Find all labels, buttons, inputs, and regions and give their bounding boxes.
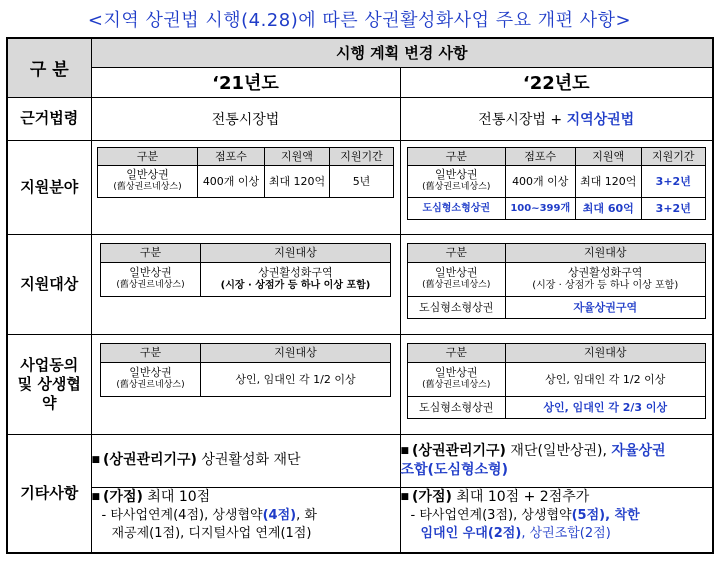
area-name: 일반상권 — [434, 168, 478, 181]
bullet-icon: ■ — [91, 491, 101, 502]
consent-label-line: 사업동의 — [20, 355, 79, 374]
table-cell: 상인, 임대인 각 1/2 이상 — [201, 362, 391, 396]
year-2021-header: ‘21년도 — [91, 67, 400, 97]
other-bonus-2022 — [400, 487, 713, 553]
year-2022-header: ‘22년도 — [400, 67, 713, 97]
consent-2022 — [400, 334, 713, 434]
table-cell — [407, 165, 505, 197]
detail-blue: 임대인 우대(2점) — [420, 525, 522, 541]
bonus-detail — [92, 507, 400, 525]
bonus-line — [401, 488, 713, 507]
table-cell — [98, 165, 198, 197]
area-name: 일반상권 — [129, 266, 172, 279]
org-rest: 상권활성화 재단 — [196, 452, 301, 468]
table-cell: 상인, 임대인 각 2/3 이상 — [505, 396, 705, 418]
col-header: 구분 — [101, 343, 201, 362]
detail-blue: (4점) — [262, 507, 297, 523]
support-target-2022-table — [407, 243, 706, 319]
category-header: 구 분 — [7, 38, 91, 97]
bonus-rest: 최대 10점 — [142, 488, 211, 505]
col-header: 지원액 — [575, 147, 641, 165]
area-subname: (舊상권르네상스) — [116, 380, 185, 390]
area-subname: (舊상권르네상스) — [116, 280, 185, 290]
col-header: 지원기간 — [641, 147, 705, 165]
consent-2022-table — [407, 343, 706, 419]
other-label: 기타사항 — [7, 434, 91, 553]
table-cell: 도심형소형상권 — [407, 197, 505, 219]
plan-changes-header: 시행 계획 변경 사항 — [91, 38, 713, 67]
consent-label-line: 약 — [42, 393, 57, 412]
table-cell — [407, 362, 505, 396]
table-cell: 400개 이상 — [505, 165, 575, 197]
col-header: 지원대상 — [505, 243, 705, 262]
table-cell — [505, 262, 705, 296]
consent-2021 — [91, 334, 400, 434]
basis-2022 — [400, 97, 713, 140]
target-line: (시장 · 상점가 등 하나 이상 포함) — [532, 280, 679, 291]
org-blue: 자율상권 — [611, 442, 666, 459]
support-field-2021 — [91, 140, 400, 234]
bonus-rest: 최대 10점 + 2점추가 — [451, 488, 590, 505]
col-header: 점포수 — [198, 147, 265, 165]
table-cell: 3+2년 — [641, 165, 705, 197]
table-cell — [101, 262, 201, 296]
col-header: 지원대상 — [505, 343, 705, 362]
basis-2022-prefix: 전통시장법 + — [478, 111, 567, 128]
detail-text: - 타사업연계(4점), 상생협약 — [101, 507, 263, 523]
area-subname: (舊상권르네상스) — [113, 182, 182, 192]
table-cell: 도심형소형상권 — [407, 396, 505, 418]
col-header: 지원대상 — [201, 243, 391, 262]
col-header: 구분 — [101, 243, 201, 262]
area-subname: (舊상권르네상스) — [422, 182, 491, 192]
table-cell: 도심형소형상권 — [407, 296, 505, 318]
support-target-2021-table — [100, 243, 391, 297]
col-header: 점포수 — [505, 147, 575, 165]
area-name: 일반상권 — [434, 366, 478, 379]
reform-table — [6, 37, 714, 554]
detail-text: , 화 — [296, 507, 317, 523]
basis-2022-new-law: 지역상권법 — [566, 111, 635, 128]
org-bold: (상권관리기구) — [412, 442, 506, 459]
other-org-2022 — [400, 434, 713, 487]
col-header: 구분 — [98, 147, 198, 165]
col-header: 구분 — [407, 147, 505, 165]
support-target-2021 — [91, 234, 400, 334]
bonus-line — [92, 488, 400, 507]
target-line: (시장 · 상점가 등 하나 이상 포함) — [220, 280, 371, 291]
support-target-label: 지원대상 — [7, 234, 91, 334]
target-line: 상권활성화구역 — [568, 266, 643, 279]
col-header: 지원기간 — [330, 147, 394, 165]
support-field-2021-table — [97, 147, 394, 198]
consent-label — [7, 334, 91, 434]
area-subname: (舊상권르네상스) — [422, 280, 491, 290]
other-org-2021 — [91, 434, 400, 487]
bonus-detail — [401, 507, 713, 525]
basis-2021: 전통시장법 — [91, 97, 400, 140]
bonus-bold: (가점) — [412, 488, 452, 505]
detail-text: - 타사업연계(3점), 상생협약 — [410, 507, 572, 523]
page-title: <지역 상권법 시행(4.28)에 따른 상권활성화사업 주요 개편 사항> — [87, 10, 632, 31]
consent-2021-table — [100, 343, 391, 397]
area-subname: (舊상권르네상스) — [422, 380, 491, 390]
area-name: 일반상권 — [129, 366, 172, 379]
table-cell: 5년 — [330, 165, 394, 197]
bullet-icon: ■ — [400, 445, 410, 456]
basis-label: 근거법령 — [7, 97, 91, 140]
col-header: 지원액 — [265, 147, 330, 165]
support-field-2022-table — [407, 147, 706, 220]
col-header: 지원대상 — [201, 343, 391, 362]
bullet-icon: ■ — [400, 491, 410, 502]
table-cell: 상인, 임대인 각 1/2 이상 — [505, 362, 705, 396]
table-cell — [407, 262, 505, 296]
consent-label-line: 및 상생협 — [17, 374, 81, 393]
table-cell — [201, 262, 391, 296]
support-target-2022 — [400, 234, 713, 334]
bonus-detail: 재공제(1점), 디지털사업 연계(1점) — [111, 525, 312, 541]
support-field-label: 지원분야 — [7, 140, 91, 234]
org-blue: 조합(도심형소형) — [400, 461, 508, 478]
table-cell: 최대 60억 — [575, 197, 641, 219]
area-name: 일반상권 — [434, 266, 478, 279]
table-cell: 400개 이상 — [198, 165, 265, 197]
table-cell — [101, 362, 201, 396]
bonus-detail — [401, 525, 713, 543]
table-cell: 자율상권구역 — [505, 296, 705, 318]
detail-blue: , 상권조합(2점) — [521, 525, 611, 541]
org-rest: 재단(일반상권), — [505, 442, 612, 459]
table-cell: 3+2년 — [641, 197, 705, 219]
detail-blue: (5점) — [571, 507, 606, 523]
area-name: 일반상권 — [126, 168, 169, 181]
table-cell: 최대 120억 — [575, 165, 641, 197]
bullet-icon: ■ — [91, 455, 101, 465]
target-line: 상권활성화구역 — [258, 266, 333, 279]
table-cell: 100~399개 — [505, 197, 575, 219]
bonus-bold: (가점) — [103, 488, 143, 505]
org-bold: (상권관리기구) — [103, 452, 197, 468]
detail-blue: , 착한 — [605, 507, 640, 523]
table-cell: 최대 120억 — [265, 165, 330, 197]
col-header: 구분 — [407, 243, 505, 262]
other-bonus-2021 — [91, 487, 400, 553]
col-header: 구분 — [407, 343, 505, 362]
support-field-2022 — [400, 140, 713, 234]
